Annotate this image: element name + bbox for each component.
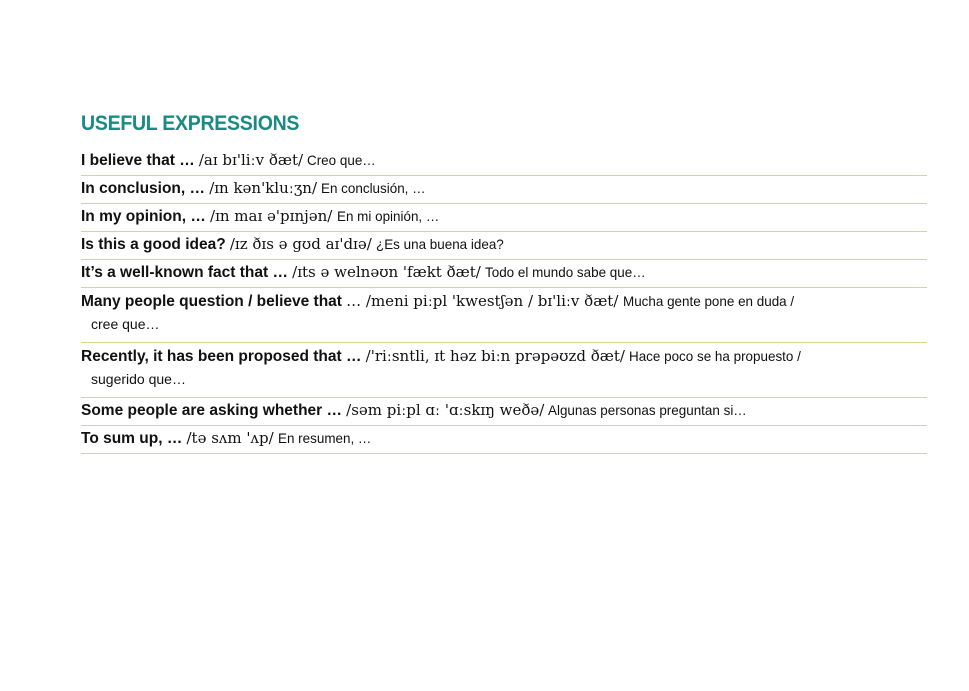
expression-phrase: I believe that … [81,152,195,169]
expression-row [81,288,927,343]
expression-phrase: To sum up, … [81,430,183,447]
expression-phonetic: /aɪ bɪ'liːv ðæt/ [198,151,304,169]
expression-translation: Todo el mundo sabe que… [484,264,646,280]
expression-phonetic: /'riːsntli, ɪt həz biːn prəpəʊzd ðæt/ [365,347,625,365]
expression-phrase: Is this a good idea? [81,236,226,253]
expression-row [81,232,927,260]
expression-translation-continued: sugerido que… [91,371,186,387]
expression-phonetic: /tə sʌm 'ʌp/ [186,429,274,447]
expression-phrase: It’s a well-known fact that … [81,264,288,281]
expression-row [81,426,927,454]
useful-expressions-section [81,111,927,454]
expression-phrase: Recently, it has been proposed that … [81,348,362,365]
expression-phonetic: /ɪn kən'kluːʒn/ [209,179,317,197]
expression-translation: Hace poco se ha propuesto / [629,348,802,364]
expression-phonetic: /səm piːpl ɑː 'ɑːskɪŋ weðə/ [346,401,545,419]
expression-translation: Algunas personas preguntan si… [548,402,748,418]
expression-phrase: Many people question / believe that [81,293,342,310]
expression-phonetic: … /meni piːpl 'kwestʃən / bɪ'liːv ðæt/ [346,292,619,310]
expression-phrase: Some people are asking whether … [81,402,342,419]
section-title: USEFUL EXPRESSIONS [81,112,300,135]
expression-row [81,260,927,288]
expression-row [81,176,927,204]
expression-phonetic: /ɪz ðɪs ə gʊd aɪ'dɪə/ [229,235,372,253]
expression-phonetic: /ɪn maɪ ə'pɪnjən/ [210,207,333,225]
expression-phonetic: /ɪts ə welnəʊn 'fækt ðæt/ [292,263,481,281]
expression-row [81,148,927,176]
expression-translation: En mi opinión, … [336,208,439,224]
expression-translation: Creo que… [307,152,376,168]
expression-phrase: In my opinion, … [81,208,206,225]
expression-row [81,204,927,232]
expression-translation: ¿Es una buena idea? [375,236,504,252]
expression-phrase: In conclusion, … [81,180,206,197]
expression-translation: En conclusión, … [321,180,426,196]
expression-translation: Mucha gente pone en duda / [622,293,794,309]
expression-row [81,398,927,426]
expression-translation-continued: cree que… [91,316,160,332]
expression-translation: En resumen, … [277,430,372,446]
expression-row [81,343,927,398]
